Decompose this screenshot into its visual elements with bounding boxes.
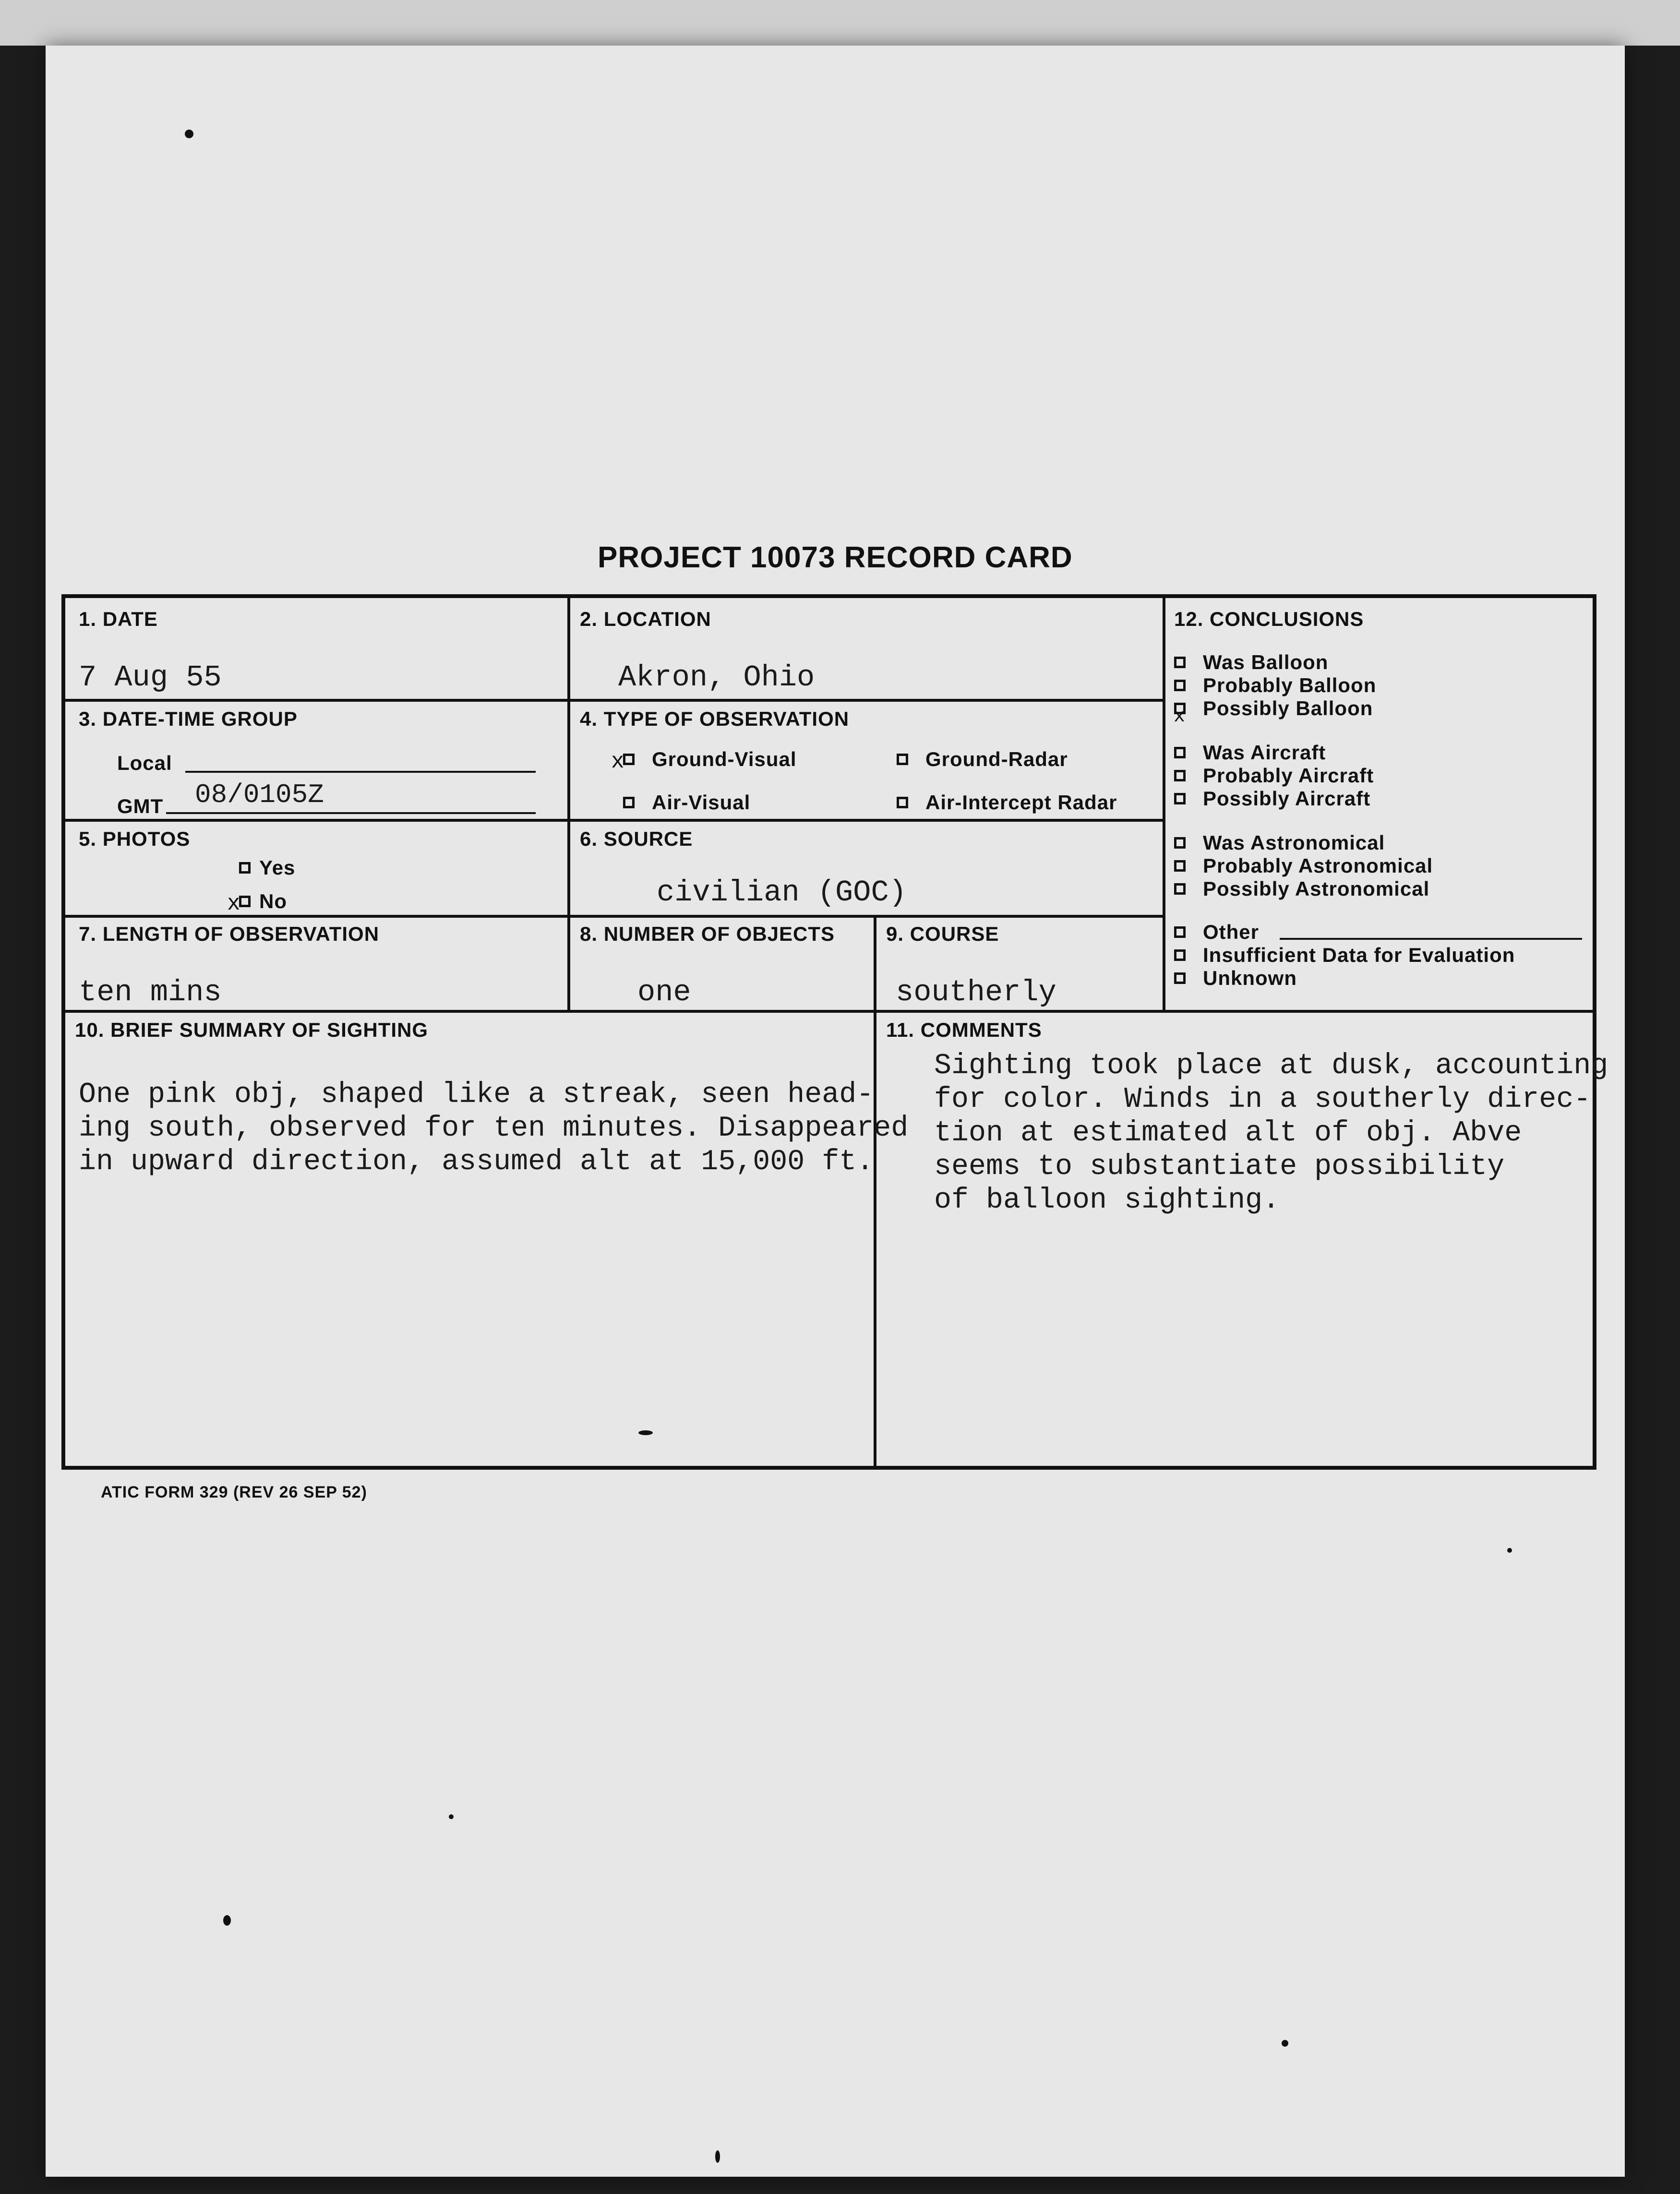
number-of-objects-value: one [637,975,691,1009]
divider [567,598,570,1012]
conclusions-label: 12. CONCLUSIONS [1174,608,1364,630]
photos-option-yes[interactable] [239,856,295,879]
checkbox-icon[interactable] [623,797,635,808]
summary-line: One pink obj, shaped like a streak, seen head- [79,1079,874,1111]
scan-speck [1507,1548,1512,1553]
scan-speck [638,1430,653,1435]
option-label: Ground-Visual [652,748,797,770]
option-label: Was Aircraft [1203,741,1326,764]
length-of-observation-label: 7. LENGTH OF OBSERVATION [79,923,380,945]
comments-line: of balloon sighting. [934,1184,1280,1217]
location-label: 2. LOCATION [580,608,711,630]
card-title: PROJECT 10073 RECORD CARD [598,541,1073,574]
local-label: Local [117,752,172,774]
checkbox-icon[interactable] [1174,837,1186,849]
type-of-observation-label: 4. TYPE OF OBSERVATION [580,707,850,730]
option-label: Was Astronomical [1203,831,1385,854]
location-value: Akron, Ohio [618,660,815,695]
checkbox-icon[interactable] [1174,793,1186,804]
form-number: ATIC FORM 329 (REV 26 SEP 52) [101,1483,367,1501]
checkbox-icon[interactable] [239,896,251,907]
conclusion-probably-astronomical[interactable] [1174,854,1433,877]
course-value: southerly [896,975,1056,1009]
checkbox-icon[interactable] [1174,972,1186,984]
local-underline [185,771,536,773]
conclusion-probably-balloon[interactable] [1174,674,1376,697]
option-label: Possibly Aircraft [1203,787,1371,810]
option-air-intercept-radar[interactable] [897,791,1117,814]
divider [65,819,1163,822]
record-card [61,594,1608,1470]
comments-line: Sighting took place at dusk, accounting [934,1050,1608,1082]
comments-text [934,1049,1608,1217]
checkbox-icon[interactable] [1174,747,1186,758]
conclusion-other[interactable] [1174,921,1259,944]
scan-top-edge [0,0,1680,46]
checkbox-icon[interactable] [897,754,908,765]
checkbox-icon[interactable] [1174,770,1186,781]
option-label: Air-Intercept Radar [925,791,1117,814]
conclusion-was-balloon[interactable] [1174,651,1328,674]
checkbox-icon[interactable] [1174,680,1186,691]
conclusion-was-aircraft[interactable] [1174,741,1326,764]
option-label: Yes [259,856,296,879]
summary-line: ing south, observed for ten minutes. Disappeared [79,1112,909,1145]
date-time-group-label: 3. DATE-TIME GROUP [79,707,298,730]
checkbox-icon[interactable] [1174,926,1186,938]
checkbox-icon[interactable] [1174,949,1186,961]
source-value: civilian (GOC) [657,875,907,910]
option-label: Ground-Radar [925,748,1068,770]
option-label: Probably Astronomical [1203,854,1433,877]
scan-speck [449,1814,454,1819]
checkbox-icon[interactable] [1174,860,1186,872]
option-label: Probably Balloon [1203,674,1377,696]
option-label: Unknown [1203,967,1297,989]
option-label: Insufficient Data for Evaluation [1203,944,1515,966]
divider [65,1010,1593,1013]
option-label: Other [1203,921,1260,943]
divider [65,699,1163,702]
checkbox-icon[interactable] [239,862,251,874]
option-ground-radar[interactable] [897,748,1068,771]
summary-line: in upward direction, assumed alt at 15,000 ft. [79,1146,874,1178]
comments-line: seems to substantiate possibility [934,1151,1505,1183]
gmt-label: GMT [117,795,164,817]
checkbox-icon[interactable] [897,797,908,808]
summary-label: 10. BRIEF SUMMARY OF SIGHTING [75,1019,429,1041]
option-air-visual[interactable] [623,791,750,814]
photos-label: 5. PHOTOS [79,827,191,850]
gmt-value: 08/0105Z [195,779,324,810]
checkbox-icon[interactable] [1174,657,1186,668]
photos-option-no[interactable] [239,890,287,913]
option-label: Probably Aircraft [1203,764,1374,787]
divider [1163,598,1165,1012]
conclusion-was-astronomical[interactable] [1174,831,1385,854]
option-label: Possibly Balloon [1203,697,1373,719]
scan-speck [223,1915,231,1926]
checkbox-icon[interactable] [623,754,635,765]
divider [874,915,876,1011]
conclusion-insufficient-data[interactable] [1174,944,1515,967]
conclusion-probably-aircraft[interactable] [1174,764,1374,787]
number-of-objects-label: 8. NUMBER OF OBJECTS [580,923,835,945]
other-underline [1280,938,1582,940]
conclusion-possibly-balloon[interactable] [1174,697,1373,720]
comments-line: for color. Winds in a southerly direc- [934,1083,1591,1116]
option-label: Air-Visual [652,791,751,814]
option-label: Possibly Astronomical [1203,877,1430,900]
course-label: 9. COURSE [886,923,999,945]
option-label: Was Balloon [1203,651,1329,673]
source-label: 6. SOURCE [580,827,693,850]
checkbox-icon[interactable] [1174,703,1186,714]
scan-speck [185,130,193,138]
checkbox-icon[interactable] [1174,883,1186,895]
conclusion-possibly-astronomical[interactable] [1174,877,1429,900]
conclusion-possibly-aircraft[interactable] [1174,787,1370,810]
option-label: No [259,890,287,912]
comments-line: tion at estimated alt of obj. Abve [934,1117,1522,1150]
length-of-observation-value: ten mins [79,975,222,1009]
conclusion-unknown[interactable] [1174,967,1297,990]
date-label: 1. DATE [79,608,158,630]
option-ground-visual[interactable] [623,748,797,771]
scan-speck [1282,2040,1288,2047]
summary-text [79,1078,908,1179]
scan-speck [715,2150,720,2163]
gmt-underline [166,812,536,814]
date-value: 7 Aug 55 [79,660,222,695]
comments-label: 11. COMMENTS [886,1019,1042,1041]
